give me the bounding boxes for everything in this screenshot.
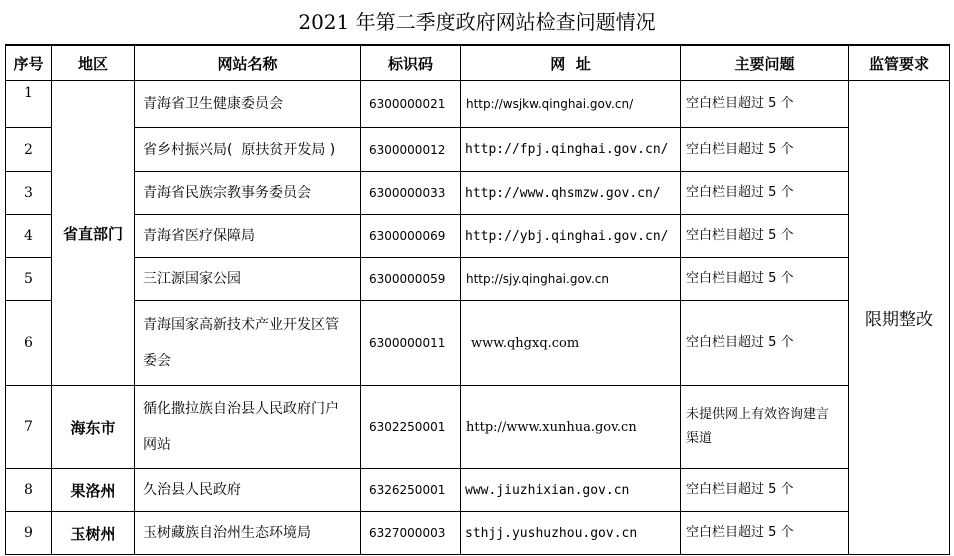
row-seq: 3 bbox=[6, 172, 52, 215]
row-code: 6300000069 bbox=[361, 215, 461, 258]
row-seq: 6 bbox=[6, 301, 52, 386]
row-seq: 4 bbox=[6, 215, 52, 258]
row-site-name: 久治县人民政府 bbox=[135, 469, 361, 512]
row-code: 6326250001 bbox=[361, 469, 461, 512]
table-row bbox=[6, 172, 950, 215]
row-site-name: 省乡村振兴局( 原扶贫开发局 ) bbox=[135, 128, 361, 172]
table-row bbox=[6, 258, 950, 301]
row-code: 6300000033 bbox=[361, 172, 461, 215]
row-site-name: 青海省卫生健康委员会 bbox=[135, 81, 361, 128]
row-code: 6327000003 bbox=[361, 512, 461, 555]
row-url: www.jiuzhixian.gov.cn bbox=[461, 469, 681, 512]
document-title: 2021 年第二季度政府网站检查问题情况 bbox=[298, 10, 656, 34]
row-site-name: 玉树藏族自治州生态环境局 bbox=[135, 512, 361, 555]
inspection-table bbox=[5, 44, 950, 555]
region-yushu: 玉树州 bbox=[52, 512, 135, 555]
row-issue: 空白栏目超过 5 个 bbox=[681, 512, 849, 555]
row-code: 6300000011 bbox=[361, 301, 461, 386]
table-row bbox=[6, 128, 950, 172]
row-seq: 2 bbox=[6, 128, 52, 172]
row-seq: 5 bbox=[6, 258, 52, 301]
region-haidong: 海东市 bbox=[52, 386, 135, 469]
row-code: 6300000012 bbox=[361, 128, 461, 172]
row-site-name: 循化撒拉族自治县人民政府门户网站 bbox=[135, 386, 361, 469]
row-url: http://wsjkw.qinghai.gov.cn/ bbox=[461, 81, 681, 128]
table-header-row bbox=[6, 45, 950, 81]
row-seq: 9 bbox=[6, 512, 52, 555]
table-row bbox=[6, 512, 950, 555]
row-code: 6300000059 bbox=[361, 258, 461, 301]
row-url: http://sjy.qinghai.gov.cn bbox=[461, 258, 681, 301]
row-url: http://ybj.qinghai.gov.cn/ bbox=[461, 215, 681, 258]
header-url: 网 址 bbox=[461, 45, 681, 81]
row-site-name: 青海国家高新技术产业开发区管委会 bbox=[135, 301, 361, 386]
row-issue: 空白栏目超过 5 个 bbox=[681, 215, 849, 258]
table-row bbox=[6, 81, 950, 128]
header-requirement: 监管要求 bbox=[849, 45, 950, 81]
row-issue: 空白栏目超过 5 个 bbox=[681, 172, 849, 215]
row-issue: 空白栏目超过 5 个 bbox=[681, 258, 849, 301]
row-url: sthjj.yushuzhou.gov.cn bbox=[461, 512, 681, 555]
header-code: 标识码 bbox=[361, 45, 461, 81]
row-site-name: 三江源国家公园 bbox=[135, 258, 361, 301]
row-issue: 空白栏目超过 5 个 bbox=[681, 81, 849, 128]
row-issue: 未提供网上有效咨询建言渠道 bbox=[681, 386, 849, 469]
row-url: www.qhgxq.com bbox=[461, 301, 681, 386]
row-issue: 空白栏目超过 5 个 bbox=[681, 301, 849, 386]
row-url: http://www.xunhua.gov.cn bbox=[461, 386, 681, 469]
row-site-name: 青海省医疗保障局 bbox=[135, 215, 361, 258]
row-issue: 空白栏目超过 5 个 bbox=[681, 469, 849, 512]
requirement-cell: 限期整改 bbox=[849, 81, 950, 555]
row-site-name: 青海省民族宗教事务委员会 bbox=[135, 172, 361, 215]
region-guoluo: 果洛州 bbox=[52, 469, 135, 512]
row-seq: 1 bbox=[6, 81, 52, 128]
header-site-name: 网站名称 bbox=[135, 45, 361, 81]
table-row bbox=[6, 386, 950, 469]
header-seq: 序号 bbox=[6, 45, 52, 81]
table-row bbox=[6, 469, 950, 512]
header-issue: 主要问题 bbox=[681, 45, 849, 81]
row-url: http://www.qhsmzw.gov.cn/ bbox=[461, 172, 681, 215]
row-seq: 8 bbox=[6, 469, 52, 512]
row-seq: 7 bbox=[6, 386, 52, 469]
header-region: 地区 bbox=[52, 45, 135, 81]
row-issue: 空白栏目超过 5 个 bbox=[681, 128, 849, 172]
row-url: http://fpj.qinghai.gov.cn/ bbox=[461, 128, 681, 172]
table-row bbox=[6, 301, 950, 386]
table-row bbox=[6, 215, 950, 258]
region-provincial: 省直部门 bbox=[52, 81, 135, 386]
row-code: 6300000021 bbox=[361, 81, 461, 128]
row-code: 6302250001 bbox=[361, 386, 461, 469]
